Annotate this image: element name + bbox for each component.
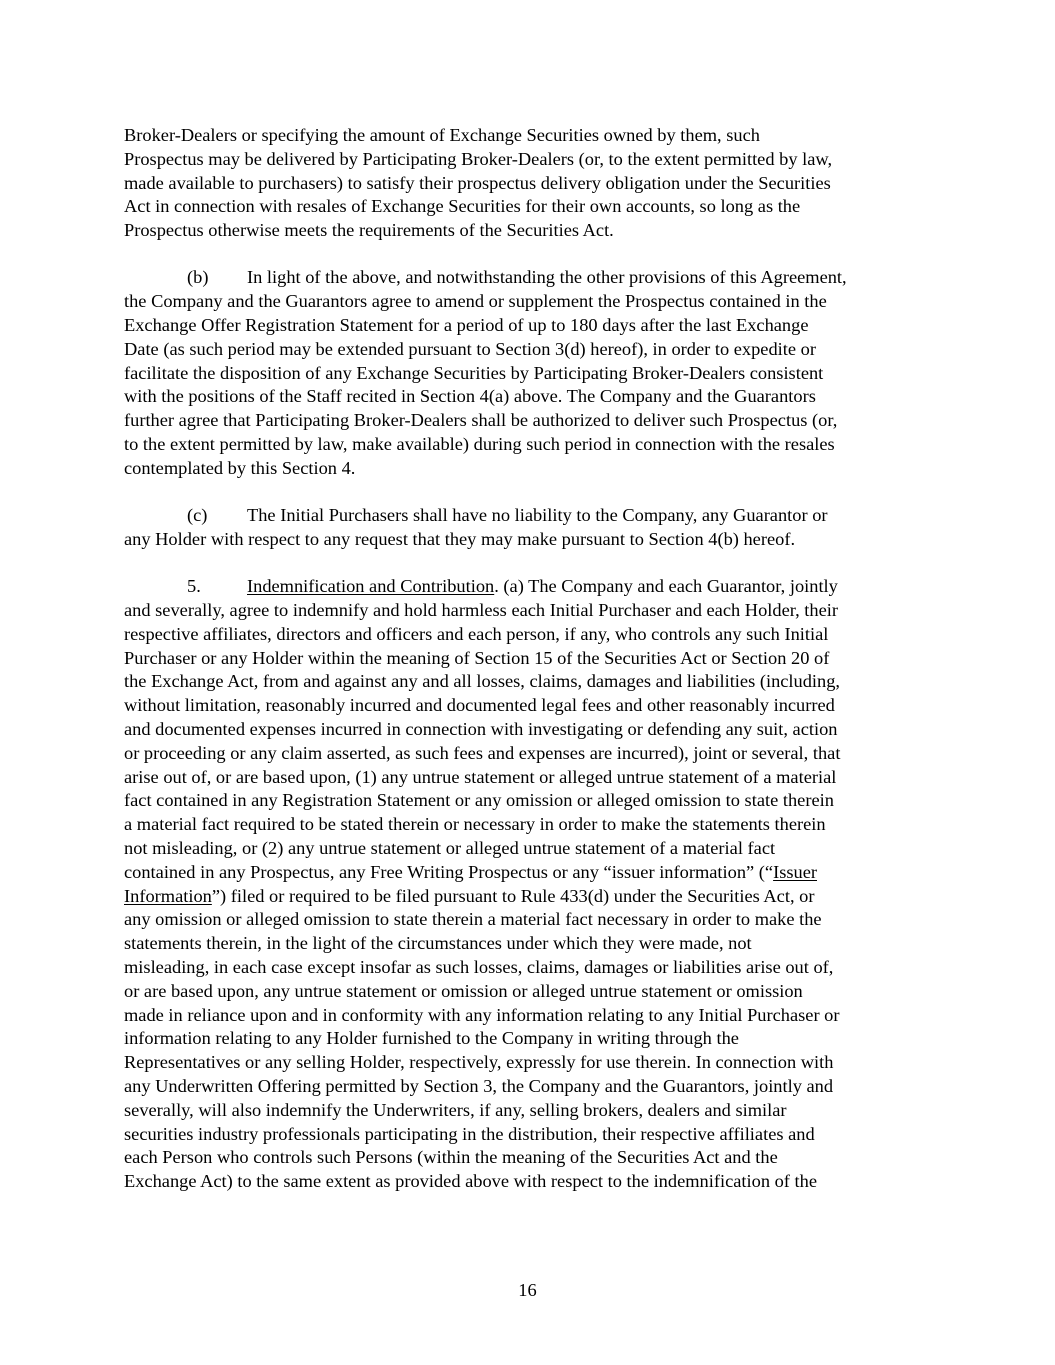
text-line-content: In light of the above, and notwithstanding the other provisions of this Agreement,	[247, 267, 847, 288]
text-line: Exchange Act) to the same extent as provided above with respect to the indemnification of the	[124, 1171, 817, 1192]
text-line: misleading, in each case except insofar as such losses, claims, damages or liabilities arise out of,	[124, 957, 834, 977]
text-line: arise out of, or are based upon, (1) any untrue statement or alleged untrue statement of a material	[124, 766, 837, 787]
text-line	[124, 266, 932, 290]
paragraph-c	[124, 504, 932, 552]
text-line-content: contained in any Prospectus, any Free Writing Prospectus or any “issuer information” (“	[124, 861, 774, 882]
text-line-content: . (a) The Company and each Guarantor, jointly	[494, 576, 838, 597]
clause-label-c: (c)	[187, 505, 208, 526]
text-line: made in reliance upon and in conformity with any information relating to any Initial Purchaser or	[124, 1004, 840, 1025]
text-line: severally, will also indemnify the Underwriters, if any, selling brokers, dealers and similar	[124, 1099, 787, 1120]
text-line: any Holder with respect to any request that they may make pursuant to Section 4(b) hereof.	[124, 528, 796, 549]
text-line: not misleading, or (2) any untrue statement or alleged untrue statement of a material fact	[124, 838, 776, 859]
text-line: any omission or alleged omission to state therein a material fact necessary in order to make the	[124, 909, 822, 930]
text-line: and severally, agree to indemnify and hold harmless each Initial Purchaser and each Holder, their	[124, 600, 839, 621]
text-line: facilitate the disposition of any Exchange Securities by Participating Broker-Dealers consistent	[124, 362, 824, 383]
text-line: to the extent permitted by law, make available) during such period in connection with the resales	[124, 434, 835, 455]
paragraph-b	[124, 266, 932, 480]
text-line: the Exchange Act, from and against any and all losses, claims, damages and liabilities (including,	[124, 671, 841, 692]
text-line: Representatives or any selling Holder, respectively, expressly for use therein. In connection with	[124, 1052, 834, 1073]
text-line: respective affiliates, directors and officers and each person, if any, who controls any such Initial	[124, 623, 829, 644]
text-line: made available to purchasers) to satisfy their prospectus delivery obligation under the Securities	[124, 172, 831, 193]
paragraph-intro	[124, 124, 932, 243]
defined-term-information: Information	[124, 885, 212, 906]
text-line	[124, 575, 932, 599]
text-line: Exchange Offer Registration Statement for a period of up to 180 days after the last Exchange	[124, 315, 809, 336]
text-line: Broker-Dealers or specifying the amount of Exchange Securities owned by them, such	[124, 125, 760, 145]
text-line: contemplated by this Section 4.	[124, 457, 356, 478]
text-line: securities industry professionals participating in the distribution, their respective affiliates and	[124, 1123, 815, 1144]
text-line: any Underwritten Offering permitted by Section 3, the Company and the Guarantors, jointly and	[124, 1075, 834, 1096]
text-line: each Person who controls such Persons (within the meaning of the Securities Act and the	[124, 1147, 778, 1168]
text-line: Prospectus may be delivered by Participating Broker-Dealers (or, to the extent permitted by law,	[124, 148, 833, 169]
text-line: or proceeding or any claim asserted, as such fees and expenses are incurred), joint or several, that	[124, 742, 841, 763]
text-line: Date (as such period may be extended pursuant to Section 3(d) hereof), in order to expedite or	[124, 338, 816, 359]
text-line-content: ”) filed or required to be filed pursuant to Rule 433(d) under the Securities Act, or	[211, 885, 815, 906]
text-line: and documented expenses incurred in connection with investigating or defending any suit, action	[124, 719, 838, 740]
text-line: information relating to any Holder furnished to the Company in writing through the	[124, 1028, 739, 1049]
defined-term-issuer: Issuer	[773, 861, 817, 882]
page-body	[124, 124, 932, 1217]
text-line: Purchaser or any Holder within the meaning of Section 15 of the Securities Act or Section 20 of	[124, 647, 830, 668]
text-line: without limitation, reasonably incurred and documented legal fees and other reasonably incurred	[124, 695, 835, 716]
text-line: statements therein, in the light of the circumstances under which they were made, not	[124, 933, 752, 954]
text-line: Prospectus otherwise meets the requirements of the Securities Act.	[124, 220, 614, 241]
text-line	[124, 885, 932, 909]
section-5	[124, 575, 932, 1194]
text-line: the Company and the Guarantors agree to amend or supplement the Prospectus contained in the	[124, 291, 827, 312]
text-line-content: The Initial Purchasers shall have no liability to the Company, any Guarantor or	[247, 505, 828, 526]
text-line: a material fact required to be stated therein or necessary in order to make the statements therein	[124, 814, 826, 835]
clause-label-b: (b)	[187, 267, 209, 288]
text-line: fact contained in any Registration Statement or any omission or alleged omission to state therein	[124, 790, 834, 811]
text-line: further agree that Participating Broker-Dealers shall be authorized to deliver such Prospectus (or,	[124, 410, 838, 431]
section-number: 5.	[187, 576, 201, 597]
text-line: Act in connection with resales of Exchange Securities for their own accounts, so long as the	[124, 196, 801, 217]
text-line: or are based upon, any untrue statement or omission or alleged untrue statement or omission	[124, 980, 803, 1001]
page-number: 16	[518, 1280, 537, 1300]
section-heading: Indemnification and Contribution	[247, 576, 495, 597]
text-line	[124, 861, 932, 885]
text-line: with the positions of the Staff recited in Section 4(a) above. The Company and the Guarantors	[124, 386, 816, 407]
text-line	[124, 504, 932, 528]
